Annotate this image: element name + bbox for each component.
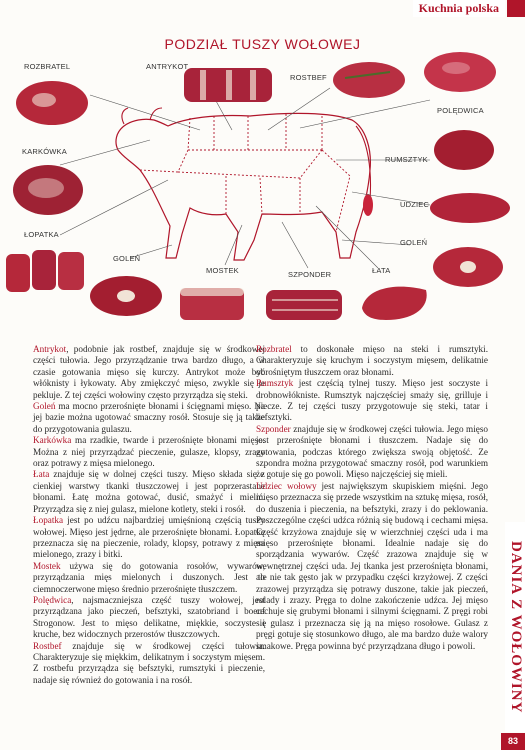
body-poledwica: , najsmaczniejsza część tuszy wołowej, jest przyrządzana jako pieczeń, befsztyki, szatobriand i boeuf Strogonow. Jest to mięso delikatne, miękkie, soczyste i kruche, bez widocznych przerostów tłuszczowych.: [33, 594, 265, 640]
paragraph-rozbratel: [256, 344, 488, 378]
body-lata: znajduje się w dolnej części tuszy. Mięso składa się z cienkiej warstwy tkanki tłuszczowej i jest poprzerastane błonami. Łatę można gotować, dusić, smażyć i mielić. Przyrządza się z niej gulasz, mielone kotlety, steki i rosół.: [33, 469, 265, 514]
meat-rostbef-image: [330, 56, 408, 102]
paragraph-lata: [33, 469, 265, 515]
body-szponder: znajduje się w środkowej części tułowia. Jego mięso jest przerośnięte błonami i tłuszczem. Nadaje się do gotowania, podczas którego zwiększa swoją objętość. Ze szpondra można przygotować smaczny rosół, pod warunkiem że gotuje się go powoli. Mięso najczęściej się mieli.: [256, 423, 488, 480]
meat-szponder-image: [262, 282, 346, 328]
term-antrykot: Antrykot: [33, 344, 67, 354]
label-antrykot: ANTRYKOT: [146, 62, 189, 71]
label-golen-left: GOLEŃ: [113, 254, 141, 263]
meat-lopatka-image: [2, 244, 88, 298]
body-golen: ma mocno przerośnięte błonami i ścięgnami mięso. Na jej bazie można ugotować smaczny rosół. Stosuje się ją także do przygotowania gulaszu.: [33, 401, 265, 434]
term-udziec: Udziec wołowy: [256, 480, 317, 491]
label-poledwica: POLĘDWICA: [437, 106, 484, 115]
cow-tail: [356, 126, 370, 200]
paragraph-golen: [33, 401, 265, 435]
label-rozbratel: ROZBRATEL: [24, 62, 71, 71]
term-karkowka: Karkówka: [33, 435, 72, 446]
cow-tail-tip: [363, 194, 373, 216]
body-udziec: jest największym skupiskiem mięśni. Jego mięso przeznacza się przede wszystkim na sztukę mięsa, rosół, do duszenia i pieczenia, na befsztyki, zrazy i do peklowania. Poszczególne części udźca różnią się budową i cechami mięsa. Część krzyżowa znajduje się w wierzchniej części uda i ma mięso przerośnięte błonami. Idealnie nadaje się do sporządzania wywarów. Część zrazowa znajduje się w wewnętrznej części uda. Jej tkanka jest przerośnięta błonami, ale nie tak gęsto jak w przypadku części krzyżowej. Z części zrazowej przyrządza się potrawy duszone, takie jak pieczeń, rolady i zrazy. Pręga to dolne zakończenie udźca. Jej mięso cechuje się grubymi błonami i silnymi ścięgnami. Z pręgi robi się gulasz i przeznacza się ją na mięso rosołowe. Gulasz z pręgi gotuje się stosunkowo długo, ale ma bardzo duże walory smakowe. Pręga powinna być przyrządzana długo i powoli.: [256, 480, 488, 651]
term-szponder: Szponder: [256, 423, 291, 434]
section-title: Kuchnia polska: [413, 0, 505, 17]
paragraph-antrykot: [33, 344, 265, 401]
body-rozbratel: to doskonałe mięso na steki i rumsztyki. Charakteryzuje się kruchym i soczystym mięsem, delikatnie obrośniętym tłuszczem oraz błonami.: [256, 344, 488, 377]
term-poledwica: Polędwica: [33, 594, 72, 605]
body-mostek: używa się do gotowania rosołów, wywarów, przyrządzania mięs mielonych i duszonych. Jest to ciemnoczerwone mięso średnio przerośnięte tłuszczem.: [33, 560, 265, 594]
label-rumsztyk: RUMSZTYK: [385, 155, 428, 164]
term-rostbef: Rostbef: [33, 640, 62, 651]
meat-golen-left-image: [86, 272, 166, 320]
label-szponder: SZPONDER: [288, 270, 332, 279]
body-rumsztyk: jest częścią tylnej tuszy. Mięso jest soczyste i drobnowłókniste. Rumsztyk najczęściej smaży się, grilluje i piecze. Z tej części tuszy przygotowuje się steki, tatar i befsztyki.: [256, 378, 488, 423]
paragraph-rostbef: [33, 641, 265, 687]
side-tab-label: DANIA Z WOŁOWINY: [508, 540, 524, 714]
label-golen-right: GOLEŃ: [400, 238, 428, 247]
cut-lines: [140, 114, 350, 232]
term-lata: Łata: [33, 469, 50, 480]
label-mostek: MOSTEK: [206, 266, 239, 275]
label-rostbef: ROSTBEF: [290, 73, 327, 82]
text-column-right: [256, 344, 488, 652]
body-antrykot: , podobnie jak rostbef, znajduje się w środkowej części tułowia. Jego przyrządzanie trwa bardzo długo, a w czasie gotowania mięso się kurczy. Antrykot może być włóknisty i łykowaty. Aby zmiękczyć mięso, zwykle się je pekluje. Z tej części wołowiny często przyrządza się steki.: [33, 344, 265, 400]
paragraph-poledwica: [33, 595, 265, 641]
term-rozbratel: Rozbratel: [256, 344, 292, 354]
meat-rumsztyk-image: [432, 128, 496, 172]
diagram-title: PODZIAŁ TUSZY WOŁOWEJ: [164, 36, 361, 52]
meat-poledwica-image: [420, 48, 498, 96]
label-karkowka: KARKÓWKA: [22, 147, 67, 156]
term-mostek: Mostek: [33, 560, 61, 571]
body-lopatka: jest po udźcu najbardziej umięśnioną częścią tuszy wołowej. Mięso jest jędrne, ale przerośnięte błonami. Łopatkę przeznacza się na pieczenie, rolady, klopsy, potrawy z mięsa mielonego, zrazy i bitki.: [33, 515, 265, 560]
meat-rozbratel-image: [14, 78, 90, 128]
body-karkowka: ma rzadkie, twarde i przerośnięte błonami mięso. Można z niej przyrządzać pieczenie, gulasze, klopsy, zrazy oraz potrawy z mięsa mielonego.: [33, 435, 265, 469]
meat-karkowka-image: [10, 162, 86, 218]
cow-horn: [122, 108, 128, 124]
term-rumsztyk: Rumsztyk: [256, 378, 294, 389]
term-golen: Goleń: [33, 401, 56, 412]
meat-udziec-image: [428, 190, 512, 226]
label-lopatka: ŁOPATKA: [24, 230, 59, 239]
text-column-left: [33, 344, 265, 686]
meat-golen-right-image: [430, 244, 506, 290]
meat-antrykot-image: [180, 62, 276, 108]
label-udziec: UDZIEC: [400, 200, 430, 209]
paragraph-lopatka: [33, 515, 265, 561]
label-lata: ŁATA: [372, 266, 391, 275]
paragraph-karkowka: [33, 435, 265, 469]
paragraph-udziec: [256, 481, 488, 652]
cow-outline: [116, 113, 370, 260]
paragraph-szponder: [256, 424, 488, 481]
leader-lines: [60, 88, 430, 268]
paragraph-mostek: [33, 561, 265, 595]
page-number: 83: [501, 733, 525, 750]
cow-horn: [150, 108, 162, 120]
meat-mostek-image: [176, 282, 248, 326]
body-rostbef: znajduje się w środkowej części tułowia. Charakteryzuje się miękkim, delikatnym i soczystym mięsem. Z rostbefu przyrządza się befsztyki, rumsztyki i pieczenie, nadaje się również do gotowania i na rosół.: [33, 640, 265, 685]
paragraph-rumsztyk: [256, 378, 488, 424]
meat-lata-image: [356, 278, 432, 326]
term-lopatka: Łopatka: [33, 515, 64, 526]
